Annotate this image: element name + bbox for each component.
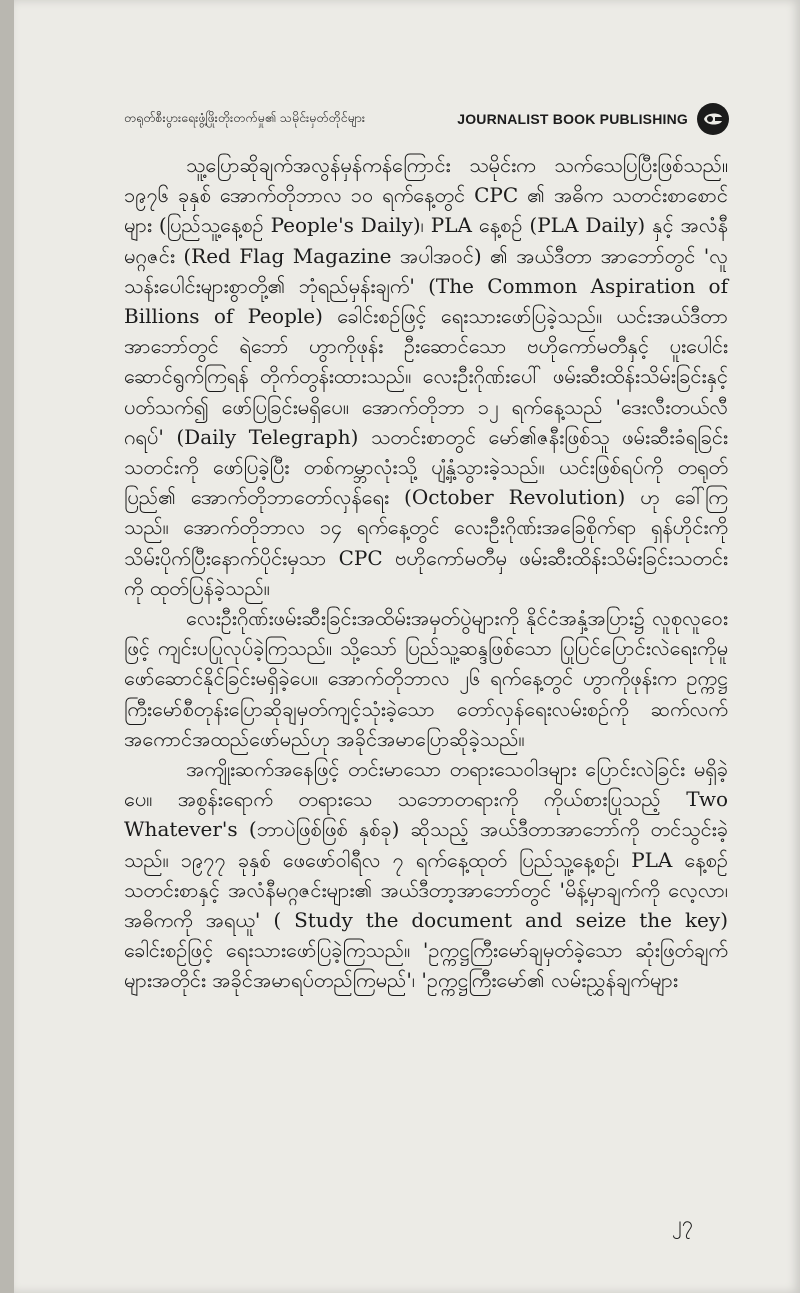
publisher-logo-icon — [696, 102, 730, 136]
paragraph-2: လေးဦးဂိုဏ်းဖမ်းဆီးခြင်းအထိမ်းအမှတ်ပွဲများကို နိုင်ငံအနှံ့အပြား၌ လူစုလူဝေးဖြင့် ကျင်းပပြုလုပ်ခဲ့ကြသည်။ သို့သော် ပြည်သူ့ဆန္ဒဖြစ်သော ပြုပြင်ပြောင်းလဲရေးကိုမူ ဖော်ဆောင်နိုင်ခြင်းမရှိခဲ့ပေ။ အောက်တိုဘာလ ၂၆ ရက်နေ့တွင် ဟွာကိုဖုန်းက ဥက္ကဋ္ဌကြီးမော်စီတုန်းပြောဆိုချမှတ်ကျင့်သုံးခဲ့သော တော်လှန်ရေးလမ်းစဉ်ကို ဆက်လက်အကောင်အထည်ဖော်မည်ဟု အခိုင်အမာပြောဆိုခဲ့သည်။ — [124, 606, 728, 751]
publisher-name: JOURNALIST BOOK PUBLISHING — [457, 111, 688, 127]
running-header — [124, 107, 730, 131]
page-number: ၂၇ — [672, 1211, 694, 1235]
publisher-block — [457, 102, 730, 136]
running-title: တရုတ်စီးပွားရေးဖွံ့ဖြိုးတိုးတက်မှု၏ သမိုင်းမှတ်တိုင်များ — [124, 109, 366, 125]
paragraph-1: သူ့ပြောဆိုချက်အလွန်မှန်ကန်ကြောင်း သမိုင်းက သက်သေပြပြီးဖြစ်သည်။ ၁၉၇၆ ခုနှစ် အောက်တိုဘာလ ၁၀ ရက်နေ့တွင် CPC ၏ အဓိက သတင်းစာစောင်များ (ပြည်သူ့နေ့စဉ် People's Daily)၊ PLA နေ့စဉ် (PLA Daily) နှင့် အလံနီမဂ္ဂဇင်း (Red Flag Magazine အပါအဝင်) ၏ အယ်ဒီတာ အာဘော်တွင် 'လူသန်းပေါင်းများစွာတို့၏ ဘုံရည်မှန်းချက်' (The Common Aspiration of Billions of People) ခေါင်းစဉ်ဖြင့် ရေးသားဖော်ပြခဲ့သည်။ ယင်းအယ်ဒီတာအာဘော်တွင် ရဲဘော် ဟွာကိုဖုန်း ဦးဆောင်သော ဗဟိုကော်မတီနှင့် ပူးပေါင်းဆောင်ရွက်ကြရန် တိုက်တွန်းထားသည်။ လေးဦးဂိုဏ်းပေါ် ဖမ်းဆီးထိန်းသိမ်းခြင်းနှင့် ပတ်သက်၍ ဖော်ပြခြင်းမရှိပေ။ အောက်တိုဘာ ၁၂ ရက်နေ့သည် 'ဒေးလီးတယ်လီဂရပ်' (Daily Telegraph) သတင်းစာတွင် မော်၏ဇနီးဖြစ်သူ ဖမ်းဆီးခံရခြင်းသတင်းကို ဖော်ပြခဲ့ပြီး တစ်ကမ္ဘာလုံးသို့ ပျံ့နှံ့သွားခဲ့သည်။ ယင်းဖြစ်ရပ်ကို တရုတ်ပြည်၏ အောက်တိုဘာတော်လှန်ရေး (October Revolution) ဟု ခေါ်ကြသည်။ အောက်တိုဘာလ ၁၄ ရက်နေ့တွင် လေးဦးဂိုဏ်းအခြေစိုက်ရာ ရှန်ဟိုင်းကို သိမ်းပိုက်ပြီးနောက်ပိုင်းမှသာ CPC ဗဟိုကော်မတီမှ ဖမ်းဆီးထိန်းသိမ်းခြင်းသတင်းကို ထုတ်ပြန်ခဲ့သည်။ — [124, 153, 728, 600]
body-text — [124, 150, 728, 996]
book-page — [14, 0, 800, 1293]
paragraph-3: အကျိုးဆက်အနေဖြင့် တင်းမာသော တရားသေဝါဒများ ပြောင်းလဲခြင်း မရှိခဲ့ပေ။ အစွန်းရောက် တရားသေ သဘောတရားကို ကိုယ်စားပြုသည့် Two Whatever's (ဘာပဲဖြစ်ဖြစ် နှစ်ခု) ဆိုသည့် အယ်ဒီတာအာဘော်ကို တင်သွင်းခဲ့သည်။ ၁၉၇၇ ခုနှစ် ဖေဖော်ဝါရီလ ၇ ရက်နေ့ထုတ် ပြည်သူ့နေ့စဉ်၊ PLA နေ့စဉ်သတင်းစာနှင့် အလံနီမဂ္ဂဇင်းများ၏ အယ်ဒီတာ့အာဘော်တွင် 'မိန့်မှာချက်ကို လေ့လာ၊ အဓိကကို အရယူ' ( Study the document and seize the key) ခေါင်းစဉ်ဖြင့် ရေးသားဖော်ပြခဲ့ကြသည်။ 'ဥက္ကဋ္ဌကြီးမော်ချမှတ်ခဲ့သော ဆုံးဖြတ်ချက်များအတိုင်း အခိုင်အမာရပ်တည်ကြမည်'၊ 'ဥက္ကဋ္ဌကြီးမော်၏ လမ်းညွှန်ချက်များ — [124, 757, 728, 993]
